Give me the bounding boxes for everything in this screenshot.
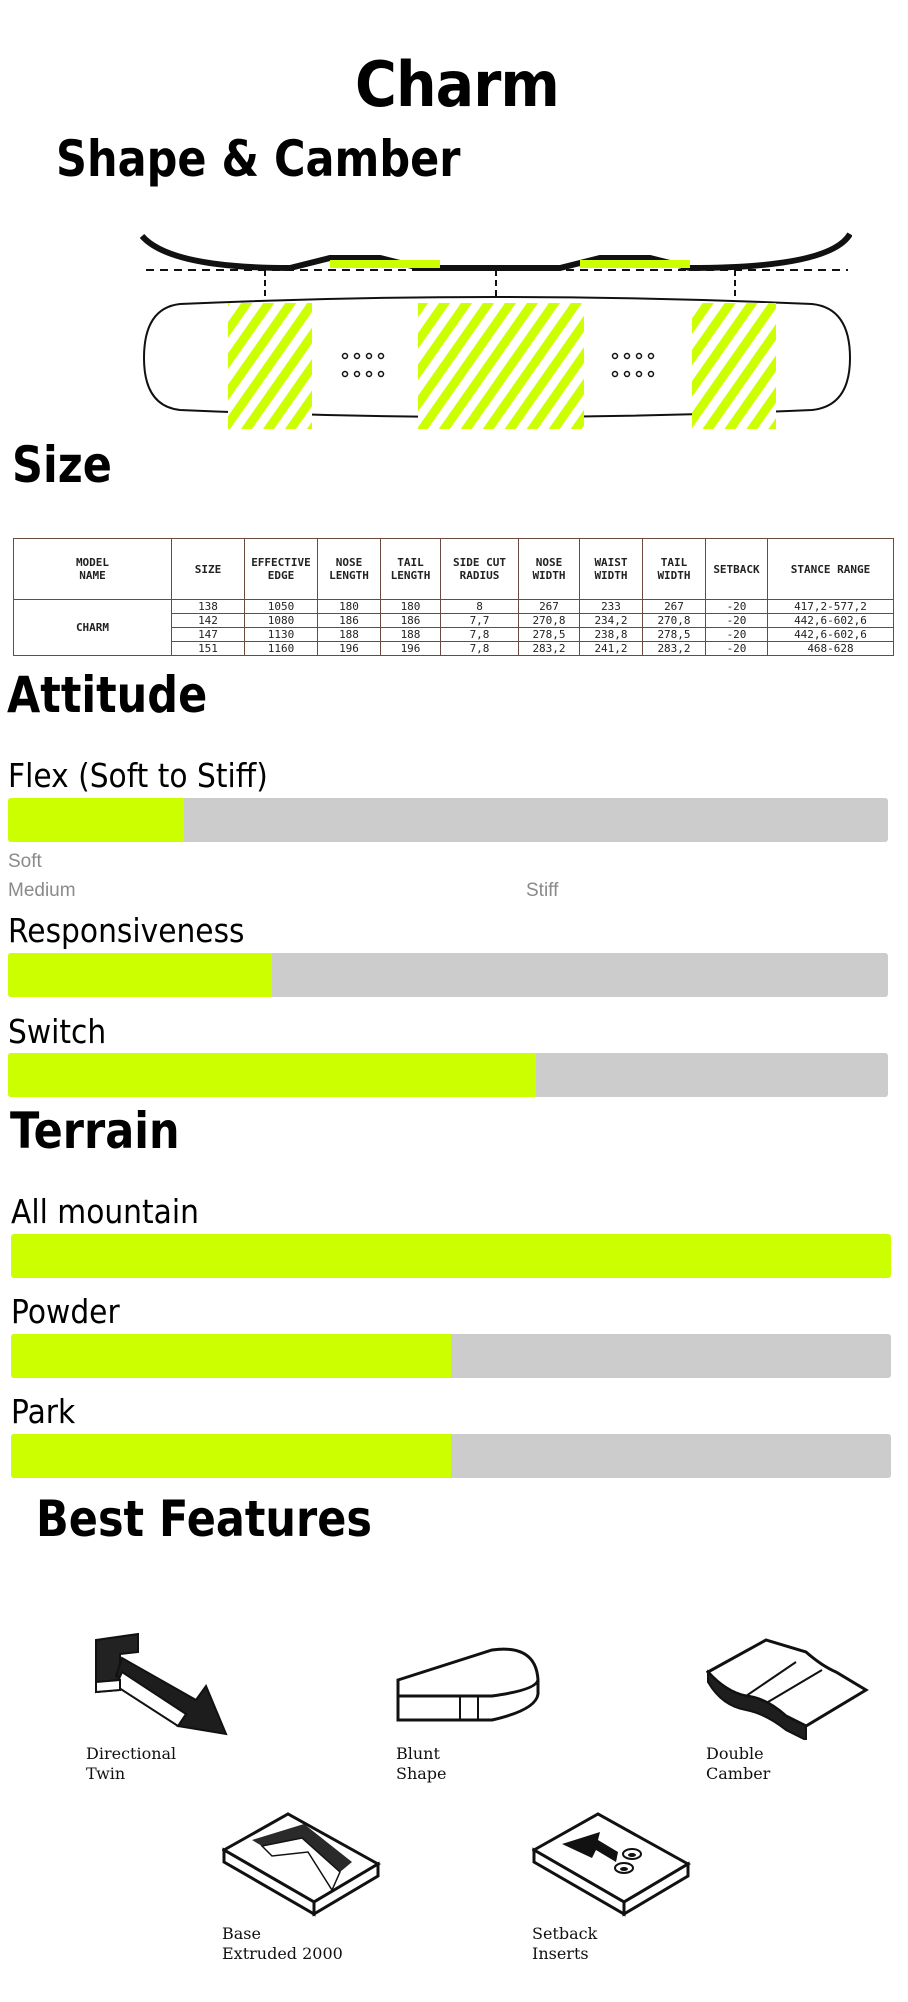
table-cell: 417,2-577,2 — [768, 600, 894, 614]
park-bar-fill — [11, 1434, 451, 1478]
table-cell: 196 — [381, 642, 441, 656]
page-title: Charm — [355, 48, 559, 121]
table-cell: 1080 — [245, 614, 318, 628]
table-cell: 442,6-602,6 — [768, 614, 894, 628]
snowboard-profile-illustration — [140, 228, 852, 438]
responsiveness-label: Responsiveness — [8, 911, 245, 950]
table-cell: 234,2 — [580, 614, 643, 628]
col-setback: SETBACK — [706, 539, 768, 600]
switch-bar-fill — [8, 1053, 536, 1097]
col-waist-width: WAIST WIDTH — [580, 539, 643, 600]
table-cell: 180 — [381, 600, 441, 614]
feature-double-camber — [706, 1636, 876, 1784]
col-nose-width: NOSE WIDTH — [519, 539, 580, 600]
size-heading: Size — [12, 436, 112, 494]
feature-setback-inserts — [532, 1810, 702, 1964]
table-cell: 188 — [318, 628, 381, 642]
terrain-heading: Terrain — [10, 1102, 180, 1160]
table-row — [14, 600, 894, 614]
table-cell: -20 — [706, 642, 768, 656]
feature-label-line1: Blunt — [396, 1744, 440, 1763]
responsiveness-bar — [8, 953, 888, 997]
flex-hint-medium: Medium — [8, 880, 76, 901]
best-features-heading: Best Features — [36, 1490, 373, 1548]
powder-label: Powder — [11, 1292, 120, 1331]
park-label: Park — [11, 1392, 76, 1431]
table-cell: 7,8 — [441, 628, 519, 642]
model-name-cell: CHARM — [14, 600, 172, 656]
table-cell: 188 — [381, 628, 441, 642]
table-cell: 138 — [172, 600, 245, 614]
all-mountain-bar — [11, 1234, 891, 1278]
table-cell: 283,2 — [519, 642, 580, 656]
table-cell: 278,5 — [519, 628, 580, 642]
feature-label — [222, 1924, 402, 1964]
switch-label: Switch — [8, 1012, 107, 1051]
feature-label — [396, 1744, 556, 1784]
table-cell: 442,6-602,6 — [768, 628, 894, 642]
flex-hint-soft: Soft — [8, 851, 42, 872]
table-cell: 1050 — [245, 600, 318, 614]
table-cell: 186 — [381, 614, 441, 628]
table-cell: 142 — [172, 614, 245, 628]
feature-label-line2: Inserts — [532, 1944, 589, 1963]
table-cell: -20 — [706, 600, 768, 614]
table-cell: 233 — [580, 600, 643, 614]
table-cell: 278,5 — [643, 628, 706, 642]
all-mountain-bar-fill — [11, 1234, 891, 1278]
feature-label-line2: Extruded 2000 — [222, 1944, 343, 1963]
switch-bar — [8, 1053, 888, 1097]
flex-hint-stiff: Stiff — [526, 880, 559, 901]
directional-twin-icon — [86, 1630, 236, 1740]
feature-blunt-shape — [396, 1640, 556, 1784]
shape-camber-heading: Shape & Camber — [56, 130, 461, 188]
size-table-header-row — [14, 539, 894, 600]
size-table-wrapper — [13, 538, 894, 656]
table-cell: 7,8 — [441, 642, 519, 656]
table-cell: 1130 — [245, 628, 318, 642]
setback-inserts-icon — [532, 1810, 692, 1920]
feature-directional-twin — [86, 1630, 246, 1784]
table-cell: 147 — [172, 628, 245, 642]
feature-label-line1: Double — [706, 1744, 764, 1763]
feature-label — [706, 1744, 876, 1784]
table-cell: 238,8 — [580, 628, 643, 642]
table-cell: 267 — [519, 600, 580, 614]
base-extruded-icon — [222, 1810, 382, 1920]
table-cell: 283,2 — [643, 642, 706, 656]
table-cell: -20 — [706, 614, 768, 628]
feature-label — [86, 1744, 246, 1784]
table-cell: 186 — [318, 614, 381, 628]
feature-label-line1: Directional — [86, 1744, 177, 1763]
attitude-heading: Attitude — [7, 666, 208, 724]
table-cell: 267 — [643, 600, 706, 614]
table-cell: 270,8 — [519, 614, 580, 628]
size-table — [13, 538, 894, 656]
col-side-cut-radius: SIDE CUT RADIUS — [441, 539, 519, 600]
table-cell: 1160 — [245, 642, 318, 656]
responsiveness-bar-fill — [8, 953, 272, 997]
table-cell: 196 — [318, 642, 381, 656]
table-cell: 270,8 — [643, 614, 706, 628]
col-effective-edge: EFFECTIVE EDGE — [245, 539, 318, 600]
col-tail-width: TAIL WIDTH — [643, 539, 706, 600]
flex-label: Flex (Soft to Stiff) — [8, 756, 268, 795]
table-cell: -20 — [706, 628, 768, 642]
feature-label — [532, 1924, 702, 1964]
blunt-shape-icon — [396, 1640, 542, 1740]
flex-bar-fill — [8, 798, 184, 842]
col-tail-length: TAIL LENGTH — [381, 539, 441, 600]
col-model-name: MODEL NAME — [14, 539, 172, 600]
feature-base-extruded — [222, 1810, 402, 1964]
feature-label-line2: Shape — [396, 1764, 447, 1783]
feature-label-line2: Twin — [86, 1764, 126, 1783]
table-cell: 468-628 — [768, 642, 894, 656]
flex-bar — [8, 798, 888, 842]
col-nose-length: NOSE LENGTH — [318, 539, 381, 600]
table-cell: 151 — [172, 642, 245, 656]
table-cell: 8 — [441, 600, 519, 614]
feature-label-line2: Camber — [706, 1764, 771, 1783]
double-camber-icon — [706, 1636, 870, 1740]
table-cell: 241,2 — [580, 642, 643, 656]
feature-label-line1: Setback — [532, 1924, 598, 1943]
feature-label-line1: Base — [222, 1924, 261, 1943]
col-stance-range: STANCE RANGE — [768, 539, 894, 600]
table-cell: 180 — [318, 600, 381, 614]
all-mountain-label: All mountain — [11, 1192, 199, 1231]
powder-bar — [11, 1334, 891, 1378]
park-bar — [11, 1434, 891, 1478]
col-size: SIZE — [172, 539, 245, 600]
powder-bar-fill — [11, 1334, 451, 1378]
table-cell: 7,7 — [441, 614, 519, 628]
